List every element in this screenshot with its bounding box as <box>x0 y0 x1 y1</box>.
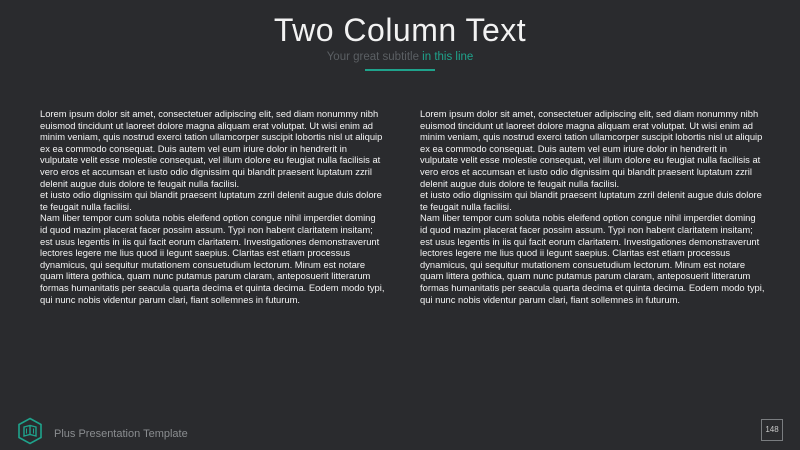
left-paragraph-2: et iusto odio dignissim qui blandit praesent luptatum zzril delenit augue duis dolore te feugait nulla facilisi. <box>40 189 382 212</box>
footer-template-name: Plus Presentation Template <box>54 428 188 440</box>
subtitle-accent-text: in this line <box>422 51 474 63</box>
page-number: 148 <box>761 419 783 441</box>
left-paragraph-1: Lorem ipsum dolor sit amet, consectetuer adipiscing elit, sed diam nonummy nibh euismod tincidunt ut laoreet dolore magna aliquam erat volutpat. Ut wisi enim ad minim veniam, quis nostrud exerci tation ullamcorper suscipit lobortis nisl ut aliquip ex ea commodo consequat. Duis autem vel eum iriure dolor in hendrerit in vulputate velit esse molestie consequat, vel illum dolore eu feugiat nulla facilisis at vero eros et accumsan et iusto odio dignissim qui blandit praesent luptatum zzril delenit augue duis dolore te feugait nulla facilisi. <box>40 108 383 189</box>
left-text-column <box>40 108 385 305</box>
subtitle-text: Your great subtitle <box>326 51 423 63</box>
right-text-column <box>420 108 765 305</box>
right-paragraph-2: et iusto odio dignissim qui blandit praesent luptatum zzril delenit augue duis dolore te feugait nulla facilisi. <box>420 189 762 212</box>
right-paragraph-3: Nam liber tempor cum soluta nobis eleifend option congue nihil imperdiet doming id quod mazim placerat facer possim assum. Typi non habent claritatem insitam; est usus legentis in iis qui facit eorum claritatem. Investigationes demonstraverunt lectores legere me lius quod ii legunt saepius. Claritas est etiam processus dynamicus, qui sequitur mutationem consuetudium lectorum. Mirum est notare quam littera gothica, quam nunc putamus parum claram, anteposuerit litterarum formas humanitatis per seacula quarta decima et quinta decima. Eodem modo typi, qui nunc nobis videntur parum clari, fiant sollemnes in futurum. <box>420 212 765 305</box>
right-paragraph-1: Lorem ipsum dolor sit amet, consectetuer adipiscing elit, sed diam nonummy nibh euismod tincidunt ut laoreet dolore magna aliquam erat volutpat. Ut wisi enim ad minim veniam, quis nostrud exerci tation ullamcorper suscipit lobortis nisl ut aliquip ex ea commodo consequat. Duis autem vel eum iriure dolor in hendrerit in vulputate velit esse molestie consequat, vel illum dolore eu feugiat nulla facilisis at vero eros et accumsan et iusto odio dignissim qui blandit praesent luptatum zzril delenit augue duis dolore te feugait nulla facilisi. <box>420 108 763 189</box>
book-hexagon-icon <box>16 417 44 445</box>
slide-subtitle <box>0 51 800 63</box>
slide-title: Two Column Text <box>273 12 527 48</box>
title-underline <box>365 69 435 71</box>
left-paragraph-3: Nam liber tempor cum soluta nobis eleifend option congue nihil imperdiet doming id quod mazim placerat facer possim assum. Typi non habent claritatem insitam; est usus legentis in iis qui facit eorum claritatem. Investigationes demonstraverunt lectores legere me lius quod ii legunt saepius. Claritas est etiam processus dynamicus, qui sequitur mutationem consuetudium lectorum. Mirum est notare quam littera gothica, quam nunc putamus parum claram, anteposuerit litterarum formas humanitatis per seacula quarta decima et quinta decima. Eodem modo typi, qui nunc nobis videntur parum clari, fiant sollemnes in futurum. <box>40 212 385 305</box>
